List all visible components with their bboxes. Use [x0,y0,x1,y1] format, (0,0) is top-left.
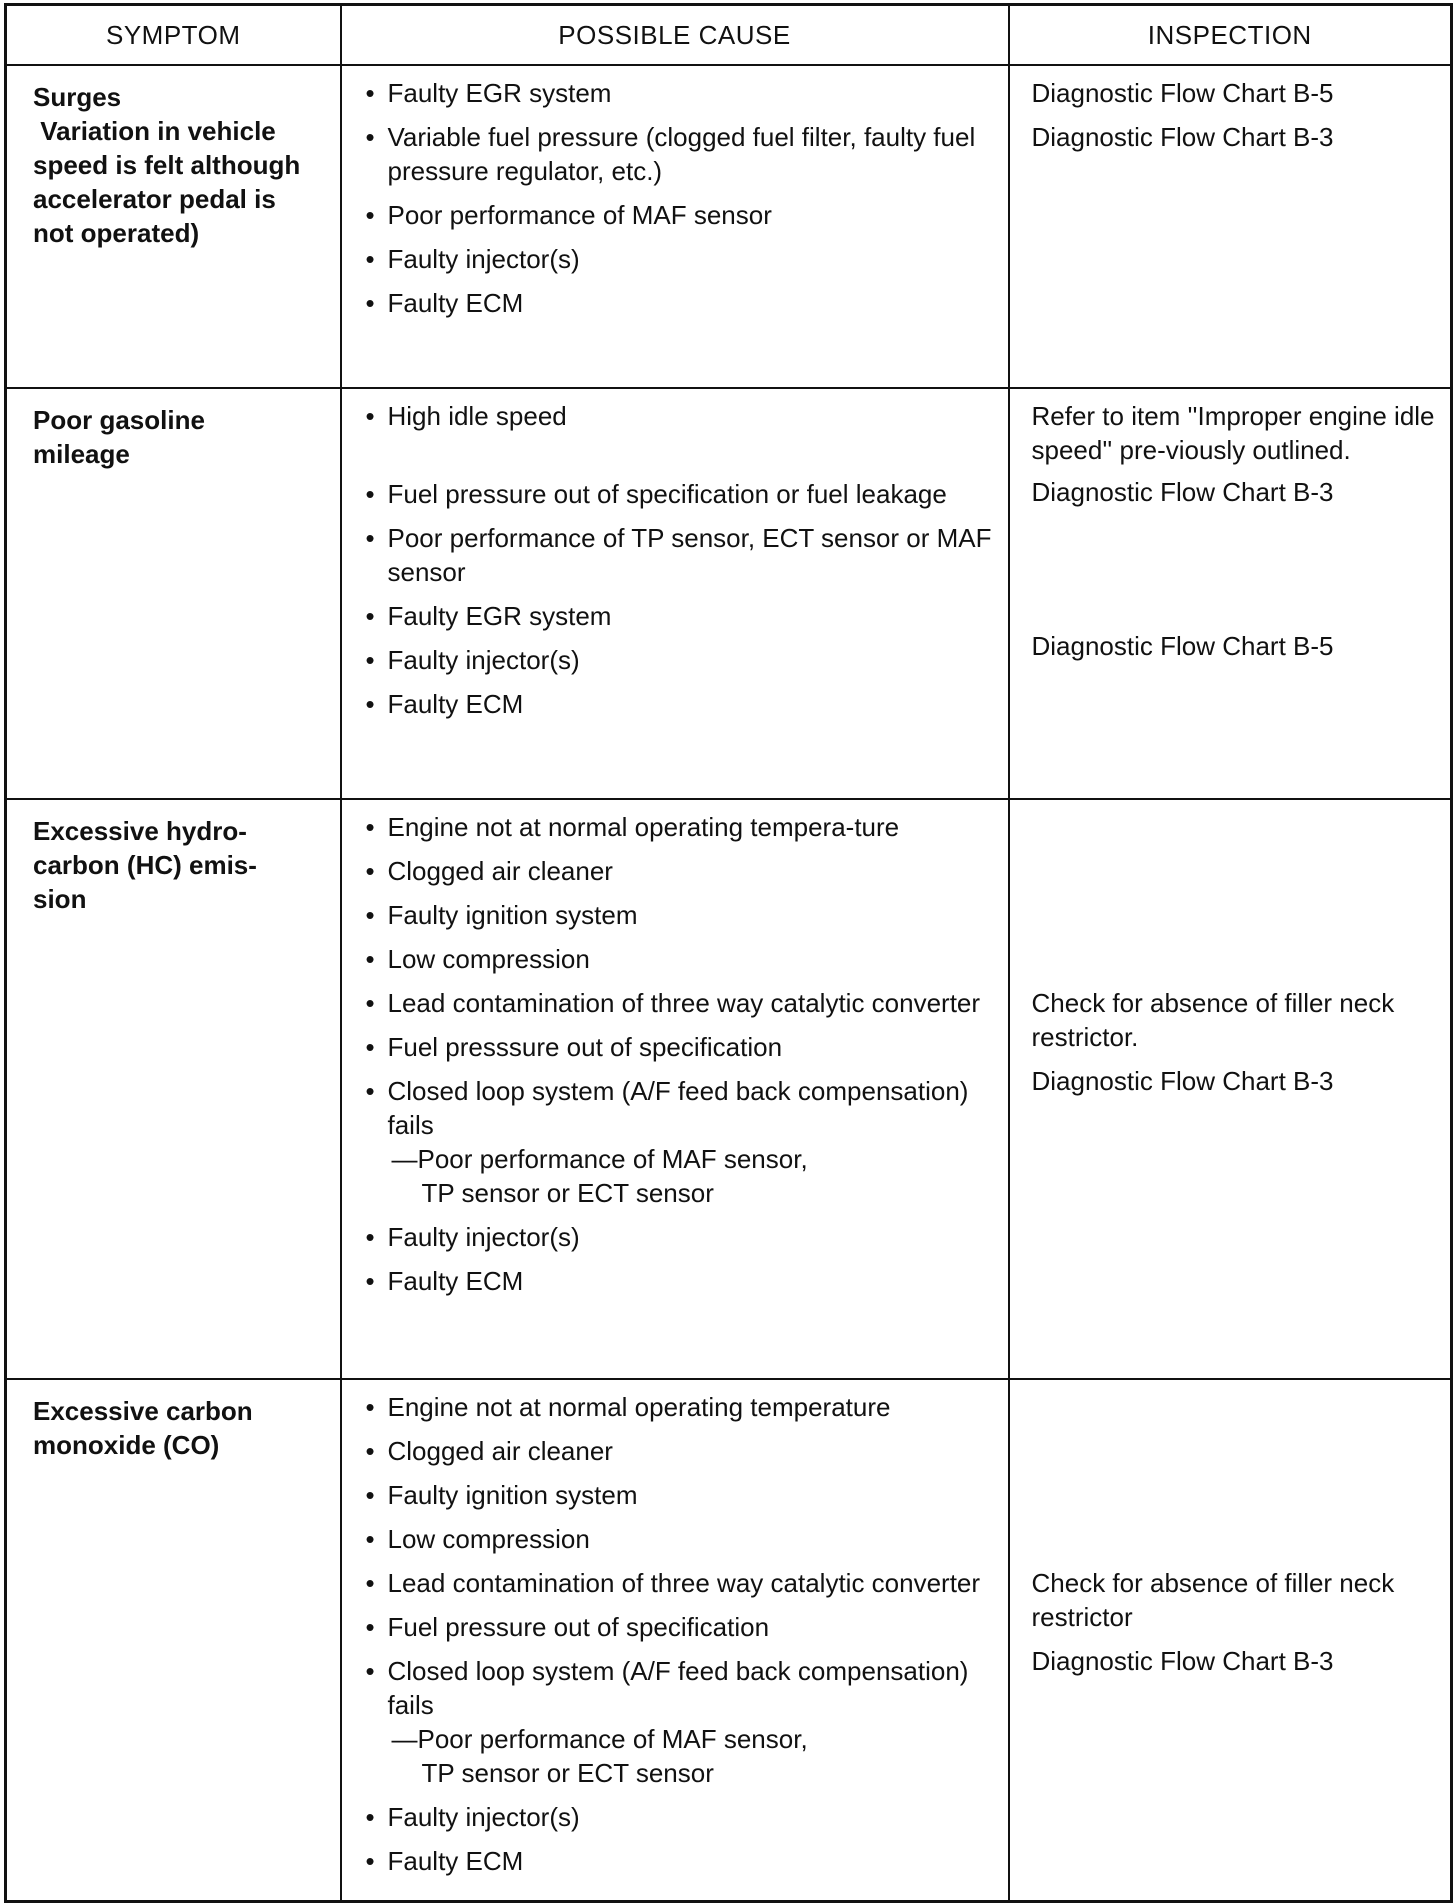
cause-text: Lead contamination of three way catalytic converter [387,988,981,1018]
inspection-item: Refer to item ''Improper engine idle speed'' pre-viously outlined. [1031,401,1435,465]
cause-item [362,521,998,589]
cause-item [362,1264,998,1298]
symptom-line: monoxide (CO) [33,1430,220,1460]
cause-item [362,198,998,232]
cause-item [362,242,998,276]
inspection-cell [1009,1379,1452,1901]
bullet-icon: • [365,812,375,842]
inspection-cell [1009,799,1452,1379]
cause-item [362,1220,998,1254]
cause-text: Clogged air cleaner [387,856,613,886]
bullet-icon: • [365,122,375,152]
bullet-icon: • [365,288,375,318]
inspection-item: Diagnostic Flow Chart B-3 [1031,1066,1334,1096]
header-row [6,5,1452,66]
symptom-line: not operated) [33,218,200,248]
cause-item [362,1074,998,1210]
cause-item [362,687,998,721]
cause-item [362,1478,998,1512]
diagnosis-table [4,3,1453,1903]
inspection-item: Diagnostic Flow Chart B-3 [1031,122,1334,152]
table-row [6,65,1452,388]
bullet-icon: • [365,900,375,930]
cause-item [362,477,998,511]
cause-subline-text: TP sensor or ECT sensor [421,1178,714,1208]
cause-item [362,399,998,433]
cause-text: Poor performance of MAF sensor [387,200,772,230]
cause-subline-text: TP sensor or ECT sensor [421,1758,714,1788]
cause-text: Faulty ECM [387,689,524,719]
cause-item [362,76,998,110]
bullet-icon: • [365,200,375,230]
symptom-line: Variation in vehicle [33,116,276,146]
cause-text: Fuel presssure out of specification [387,1032,783,1062]
bullet-icon: • [365,1612,375,1642]
cause-item [362,1390,998,1424]
cause-text: Low compression [387,1524,590,1554]
cause-text: Poor performance of TP sensor, ECT sensor or MAF sensor [387,523,992,587]
cause-text: Closed loop system (A/F feed back compensation) fails [387,1656,969,1720]
header-inspection: INSPECTION [1009,5,1452,66]
inspection-cell [1009,65,1452,388]
bullet-icon: • [365,1266,375,1296]
bullet-icon: • [365,1392,375,1422]
cause-item [362,1522,998,1556]
bullet-icon: • [365,689,375,719]
cause-text: Fuel pressure out of specification [387,1612,770,1642]
cause-item [362,810,998,844]
header-symptom: SYMPTOM [6,5,341,66]
cause-text: Fuel pressure out of specification or fuel leakage [387,479,947,509]
cause-text: Faulty ECM [387,288,524,318]
cause-cell [341,388,1009,799]
cause-item [362,599,998,633]
cause-text: Engine not at normal operating tempera-ture [387,812,900,842]
cause-item [362,120,998,188]
symptom-line: mileage [33,439,130,469]
bullet-icon: • [365,601,375,631]
cause-item [362,1566,998,1600]
symptom-line: speed is felt although [33,150,301,180]
symptom-title: Excessive hydro- [33,816,247,846]
cause-text: Low compression [387,944,590,974]
inspection-item: Diagnostic Flow Chart B-5 [1031,631,1334,661]
symptom-cell [6,388,341,799]
bullet-icon: • [365,479,375,509]
cause-text: Clogged air cleaner [387,1436,613,1466]
bullet-icon: • [365,1802,375,1832]
cause-subline-text: —Poor performance of MAF sensor, [391,1144,808,1174]
bullet-icon: • [365,1846,375,1876]
cause-item [362,286,998,320]
bullet-icon: • [365,856,375,886]
cause-text: Variable fuel pressure (clogged fuel filter, faulty fuel pressure regulator, etc.) [387,122,976,186]
cause-subline [388,1722,998,1790]
symptom-cell [6,799,341,1379]
cause-text: High idle speed [387,401,567,431]
symptom-cell [6,65,341,388]
cause-text: Faulty ignition system [387,1480,638,1510]
cause-text: Engine not at normal operating temperature [387,1392,891,1422]
symptom-line: accelerator pedal is [33,184,276,214]
cause-item [362,986,998,1020]
cause-text: Faulty injector(s) [387,1222,580,1252]
symptom-cell [6,1379,341,1901]
cause-cell [341,65,1009,388]
cause-text: Faulty EGR system [387,78,612,108]
bullet-icon: • [365,944,375,974]
bullet-icon: • [365,1436,375,1466]
cause-item [362,1434,998,1468]
symptom-line: carbon (HC) emis- [33,850,257,880]
table-row [6,388,1452,799]
symptom-title: Poor gasoline [33,405,205,435]
cause-text: Faulty EGR system [387,601,612,631]
cause-text: Faulty ECM [387,1266,524,1296]
cause-item [362,854,998,888]
cause-item [362,942,998,976]
cause-item [362,1844,998,1878]
cause-text: Faulty ECM [387,1846,524,1876]
cause-cell [341,799,1009,1379]
inspection-item: Diagnostic Flow Chart B-3 [1031,1646,1334,1676]
bullet-icon: • [365,1568,375,1598]
inspection-item: Check for absence of filler neck restrictor [1031,1568,1395,1632]
bullet-icon: • [365,523,375,553]
symptom-line: sion [33,884,87,914]
cause-text: Faulty injector(s) [387,645,580,675]
bullet-icon: • [365,1656,375,1686]
inspection-item: Check for absence of filler neck restrictor. [1031,988,1395,1052]
cause-subline-text: —Poor performance of MAF sensor, [391,1724,808,1754]
bullet-icon: • [365,401,375,431]
table-row [6,1379,1452,1901]
symptom-title: Surges [33,82,122,112]
header-possible-cause: POSSIBLE CAUSE [341,5,1009,66]
bullet-icon: • [365,78,375,108]
inspection-item: Diagnostic Flow Chart B-5 [1031,78,1334,108]
cause-cell [341,1379,1009,1901]
cause-text: Closed loop system (A/F feed back compensation) fails [387,1076,969,1140]
cause-text: Faulty injector(s) [387,244,580,274]
bullet-icon: • [365,1480,375,1510]
bullet-icon: • [365,988,375,1018]
cause-item [362,1030,998,1064]
bullet-icon: • [365,1032,375,1062]
cause-item [362,1800,998,1834]
cause-item [362,898,998,932]
bullet-icon: • [365,1222,375,1252]
inspection-cell [1009,388,1452,799]
bullet-icon: • [365,244,375,274]
bullet-icon: • [365,1076,375,1106]
cause-text: Lead contamination of three way catalytic converter [387,1568,981,1598]
cause-subline [388,1142,998,1210]
cause-text: Faulty ignition system [387,900,638,930]
table-row [6,799,1452,1379]
bullet-icon: • [365,1524,375,1554]
inspection-item: Diagnostic Flow Chart B-3 [1031,477,1334,507]
cause-item [362,1610,998,1644]
cause-item [362,1654,998,1790]
bullet-icon: • [365,645,375,675]
cause-item [362,643,998,677]
cause-text: Faulty injector(s) [387,1802,580,1832]
symptom-title: Excessive carbon [33,1396,253,1426]
